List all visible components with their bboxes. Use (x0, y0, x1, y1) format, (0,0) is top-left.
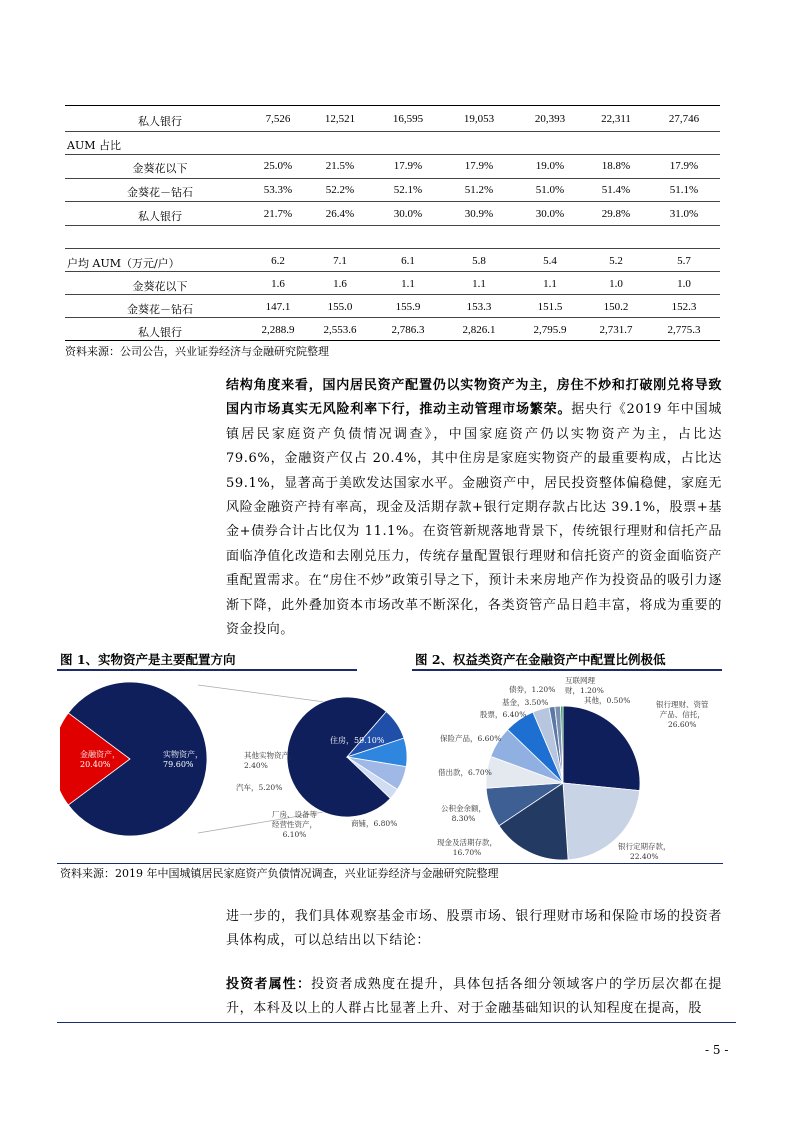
slice-label-cash: 现金及活期存款， 16.70% (437, 838, 497, 857)
row-label: 金葵花以下 (132, 162, 188, 175)
cell: 27,746 (668, 113, 700, 125)
slice-label-stock: 股票，6.40% (480, 710, 527, 719)
slice-label-financial: 金融资产， 20.40% (80, 750, 120, 769)
cell: 2,795.9 (533, 324, 567, 336)
cell: 17.9% (393, 160, 423, 172)
figures-source-note: 资料来源：2019 年中国城镇居民家庭资产负债情况调查，兴业证券经济与金融研究院整理 (60, 867, 499, 880)
slice-label-other: 其他，0.50% (584, 696, 631, 705)
slice-label-housing-fund: 公积金余额， 8.30% (441, 804, 486, 823)
table-row (65, 155, 720, 177)
paragraph-text: 投资者成熟度在提升，具体包括各细分领域客户的学历层次都在提升，本科及以上的人群占比显著上升、对于金融基础知识的认知程度在提高，股 (226, 977, 722, 1017)
table-row (65, 203, 720, 225)
cell: 18.8% (601, 160, 631, 172)
table-rule (65, 294, 720, 295)
slice-label-fund: 基金，3.50% (502, 698, 549, 707)
row-label: 户均 AUM（万元/户） (67, 257, 180, 270)
cell: 7.1 (333, 255, 347, 267)
cell: 6.2 (271, 255, 285, 267)
cell: 52.2% (325, 184, 355, 196)
cell: 1.0 (609, 278, 623, 290)
table-rule (65, 178, 720, 179)
page-number: - 5 - (705, 1043, 729, 1057)
cell: 152.3 (671, 301, 697, 313)
cell: 1.1 (543, 278, 557, 290)
cell: 155.9 (395, 301, 421, 313)
cell: 150.2 (603, 301, 629, 313)
cell: 51.0% (535, 184, 565, 196)
slice-label-internet: 互联网理 财，1.20% (565, 676, 604, 695)
footer-rule (57, 1022, 736, 1023)
paragraph-lead: 投资者属性： (226, 977, 312, 992)
cell: 53.3% (263, 184, 293, 196)
cell: 17.9% (669, 160, 699, 172)
cell: 30.0% (393, 208, 423, 220)
cell: 1.1 (401, 278, 415, 290)
table-rule (65, 317, 720, 318)
table-rule (65, 201, 720, 202)
slice-label-physical: 实物资产， 79.60% (163, 750, 203, 769)
table-rule (65, 225, 720, 226)
cell: 155.0 (327, 301, 353, 313)
cell: 20,393 (534, 113, 566, 125)
cell: 2,826.1 (462, 324, 496, 336)
cell: 5.8 (472, 255, 486, 267)
section-label: AUM 占比 (67, 139, 121, 152)
cell: 21.5% (325, 160, 355, 172)
figures-bottom-rule (57, 863, 723, 864)
slice-label-wealth-mgmt: 银行理财、资管 产品、信托， 26.60% (656, 700, 709, 729)
table-rule (65, 154, 720, 155)
cell: 30.0% (535, 208, 565, 220)
table-rule (65, 248, 720, 249)
row-label: 私人银行 (138, 115, 182, 128)
cell: 51.1% (669, 184, 699, 196)
cell: 5.2 (609, 255, 623, 267)
cell: 12,521 (324, 113, 356, 125)
table-source-note: 资料来源：公司公告，兴业证券经济与金融研究院整理 (65, 345, 329, 358)
table-rule (65, 131, 720, 132)
cell: 22,311 (601, 113, 631, 125)
cell: 147.1 (265, 301, 291, 313)
body-paragraph (226, 374, 722, 642)
slice-label-insurance: 保险产品，6.60% (440, 734, 502, 743)
row-label: 金葵花－钻石 (127, 186, 193, 199)
slice-label-plant: 厂房、设备等 经营性资产， 6.10% (272, 810, 317, 839)
row-label: 私人银行 (138, 326, 182, 339)
table-row (65, 319, 720, 341)
cell: 2,786.3 (391, 324, 425, 336)
table-row (65, 179, 720, 201)
cell: 1.1 (472, 278, 486, 290)
cell: 2,775.3 (667, 324, 701, 336)
cell: 26.4% (325, 208, 355, 220)
slice-label-house: 住房，59.10% (330, 736, 385, 745)
slice-label-other: 其他实物资产， 2.40% (244, 751, 297, 770)
slice-label-shop: 商铺，6.80% (351, 819, 398, 828)
fig2-slice-0 (563, 706, 640, 791)
table-bottom-rule (65, 340, 720, 341)
slice-label-bond: 债券，1.20% (509, 685, 556, 694)
paragraph-text: 据央行《2019 年中国城镇居民家庭资产负债情况调查》，中国家庭资产仍以实物资产为主，占比达 79.6%，金融资产仅占 20.4%，其中住房是家庭实物资产的最重要构成，占比达 59.1%，显著高于美欧发达国家水平。金融资产中，居民投资整体偏稳健，家庭无风险金融资产持有率高，现金及活期存款+银行定期存款占比达 39.1%，股票+基金+债券合计占比仅为 11.1%。在资管新规落地背景下，传统银行理财和信托产品面临净值化改造和去刚兑压力，传统存量配置银行理财和信托资产的资金面临资产重配置需求。在“房住不炒”政策引导之下，预计未来房地产作为投资品的吸引力逐渐下降，此外叠加资本市场改革不断深化，各类资管产品日趋丰富，将成为重要的资金投向。 (226, 402, 722, 638)
cell: 31.0% (669, 208, 699, 220)
figure-title-rule (57, 669, 357, 671)
slice-label-time-deposit: 银行定期存款， 22.40% (618, 842, 671, 861)
row-label: 金葵花－钻石 (127, 303, 193, 316)
cell: 5.4 (543, 255, 557, 267)
table-row-private-bank-aum (65, 108, 720, 130)
cell: 1.0 (677, 278, 691, 290)
row-label: 私人银行 (138, 210, 182, 223)
cell: 1.6 (271, 278, 285, 290)
cell: 51.2% (464, 184, 494, 196)
slice-label-loan: 借出款，6.70% (438, 768, 492, 777)
cell: 5.7 (677, 255, 691, 267)
cell: 16,595 (392, 113, 424, 125)
table-top-rule (65, 105, 720, 106)
slice-label-car: 汽车，5.20% (236, 783, 283, 792)
figure2-chart (483, 703, 643, 863)
table-row (65, 296, 720, 318)
cell: 7,526 (265, 113, 291, 125)
cell: 2,553.6 (323, 324, 357, 336)
figure-title-rule (412, 669, 722, 671)
table-row (65, 273, 720, 295)
cell: 151.5 (537, 301, 563, 313)
table-row-aum-share-header (65, 132, 720, 154)
table-rule (65, 271, 720, 272)
cell: 2,288.9 (261, 324, 295, 336)
cell: 52.1% (393, 184, 423, 196)
cell: 30.9% (464, 208, 494, 220)
figure2-title: 图 2、权益类资产在金融资产中配置比例极低 (415, 652, 666, 667)
row-label: 金葵花以下 (132, 280, 188, 293)
cell: 19,053 (463, 113, 495, 125)
cell: 29.8% (601, 208, 631, 220)
figure1-title: 图 1、实物资产是主要配置方向 (60, 652, 236, 667)
cell: 21.7% (263, 208, 293, 220)
body-paragraph: 进一步的，我们具体观察基金市场、股票市场、银行理财市场和保险市场的投资者具体构成，可以总结出以下结论： (226, 909, 722, 949)
cell: 6.1 (401, 255, 415, 267)
cell: 1.6 (333, 278, 347, 290)
cell: 51.4% (601, 184, 631, 196)
table-row-per-capita (65, 250, 720, 272)
body-paragraph (226, 973, 722, 1022)
cell: 25.0% (263, 160, 293, 172)
cell: 19.0% (535, 160, 565, 172)
cell: 153.3 (466, 301, 492, 313)
cell: 2,731.7 (599, 324, 633, 336)
cell: 17.9% (464, 160, 494, 172)
paragraph-lead: 结构角度来看，国内居民资产配置仍以实物资产为主，房住不炒和打破刚兑将导致国内市场真实无风险利率下行，推动主动管理市场繁荣。 (226, 378, 722, 418)
